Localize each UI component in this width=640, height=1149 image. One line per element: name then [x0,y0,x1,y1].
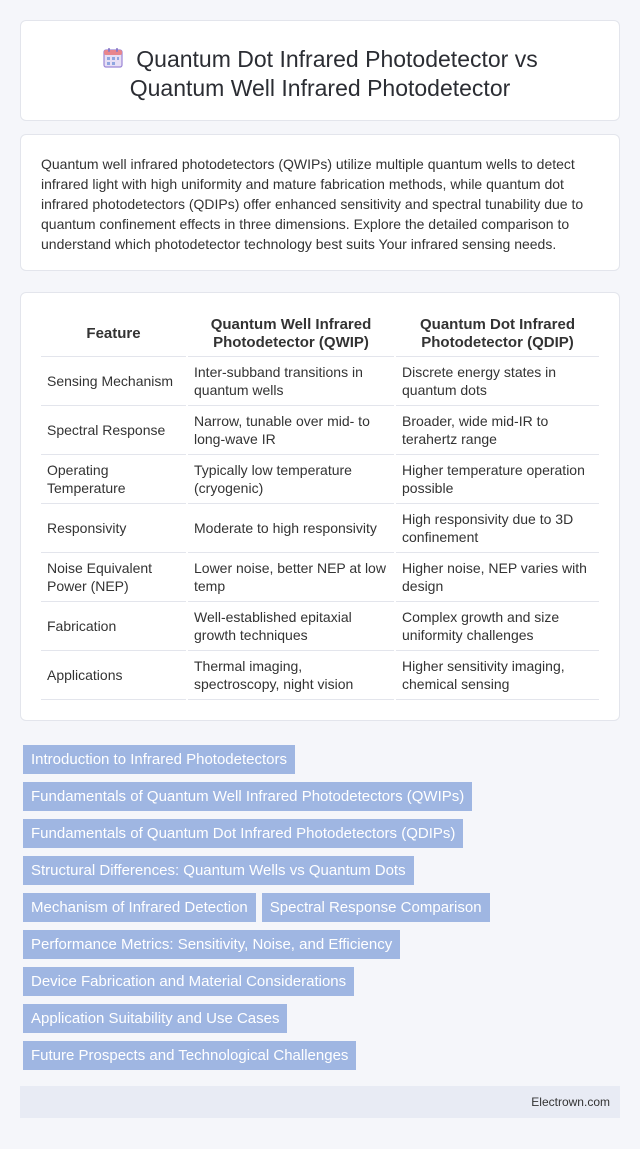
topic-link[interactable]: Application Suitability and Use Cases [23,1004,287,1033]
qwip-cell: Typically low temperature (cryogenic) [187,455,395,504]
topic-link[interactable]: Fundamentals of Quantum Dot Infrared Photodetectors (QDIPs) [23,819,463,848]
qwip-cell: Narrow, tunable over mid- to long-wave IR [187,406,395,455]
topic-link[interactable]: Structural Differences: Quantum Wells vs Quantum Dots [23,856,414,885]
footer [20,1086,620,1118]
footer-source: Electrown.com [531,1095,610,1109]
feature-cell: Spectral Response [41,406,187,455]
table-row [41,504,599,553]
topic-link[interactable]: Performance Metrics: Sensitivity, Noise, and Efficiency [23,930,400,959]
title-line-2: Quantum Well Infrared Photodetector [129,75,511,101]
calendar-icon [102,47,124,69]
qdip-cell: Higher sensitivity imaging, chemical sensing [395,651,599,700]
table-header-row [41,312,599,357]
qwip-cell: Thermal imaging, spectroscopy, night vision [187,651,395,700]
table-row [41,455,599,504]
table-row [41,553,599,602]
title-line-1: Quantum Dot Infrared Photodetector vs [136,46,538,72]
qwip-cell: Inter-subband transitions in quantum wells [187,357,395,406]
intro-card [20,134,620,271]
feature-cell: Applications [41,651,187,700]
intro-text: Quantum well infrared photodetectors (QWIPs) utilize multiple quantum wells to detect infrared light with high uniformity and mature fabrication methods, while quantum dot infrared photodetectors (QDIPs) offer enhanced sensitivity and spectral tunability due to quantum confinement effects in three dimensions. Explore the detailed comparison to understand which photodetector technology best suits Your infrared sensing needs. [41,156,584,252]
qdip-cell: Discrete energy states in quantum dots [395,357,599,406]
comparison-table [41,312,599,700]
qdip-cell: Higher noise, NEP varies with design [395,553,599,602]
table-row [41,406,599,455]
title-card [20,20,620,121]
topic-link[interactable]: Spectral Response Comparison [262,893,490,922]
feature-cell: Fabrication [41,602,187,651]
topic-link[interactable]: Introduction to Infrared Photodetectors [23,745,295,774]
qdip-cell: Broader, wide mid-IR to terahertz range [395,406,599,455]
feature-cell: Noise Equivalent Power (NEP) [41,553,187,602]
header-qwip: Quantum Well Infrared Photodetector (QWIP) [187,312,395,357]
qwip-cell: Lower noise, better NEP at low temp [187,553,395,602]
topic-link[interactable]: Mechanism of Infrared Detection [23,893,256,922]
qwip-cell: Well-established epitaxial growth techniques [187,602,395,651]
topic-link[interactable]: Fundamentals of Quantum Well Infrared Photodetectors (QWIPs) [23,782,472,811]
page-title [21,45,619,103]
qdip-cell: Complex growth and size uniformity challenges [395,602,599,651]
header-feature: Feature [41,312,187,357]
qdip-cell: High responsivity due to 3D confinement [395,504,599,553]
feature-cell: Sensing Mechanism [41,357,187,406]
topic-list [23,745,613,1078]
qdip-cell: Higher temperature operation possible [395,455,599,504]
table-row [41,602,599,651]
topic-link[interactable]: Future Prospects and Technological Challenges [23,1041,356,1070]
qwip-cell: Moderate to high responsivity [187,504,395,553]
table-row [41,651,599,700]
header-qdip: Quantum Dot Infrared Photodetector (QDIP) [395,312,599,357]
table-row [41,357,599,406]
feature-cell: Responsivity [41,504,187,553]
topic-link[interactable]: Device Fabrication and Material Considerations [23,967,354,996]
feature-cell: Operating Temperature [41,455,187,504]
